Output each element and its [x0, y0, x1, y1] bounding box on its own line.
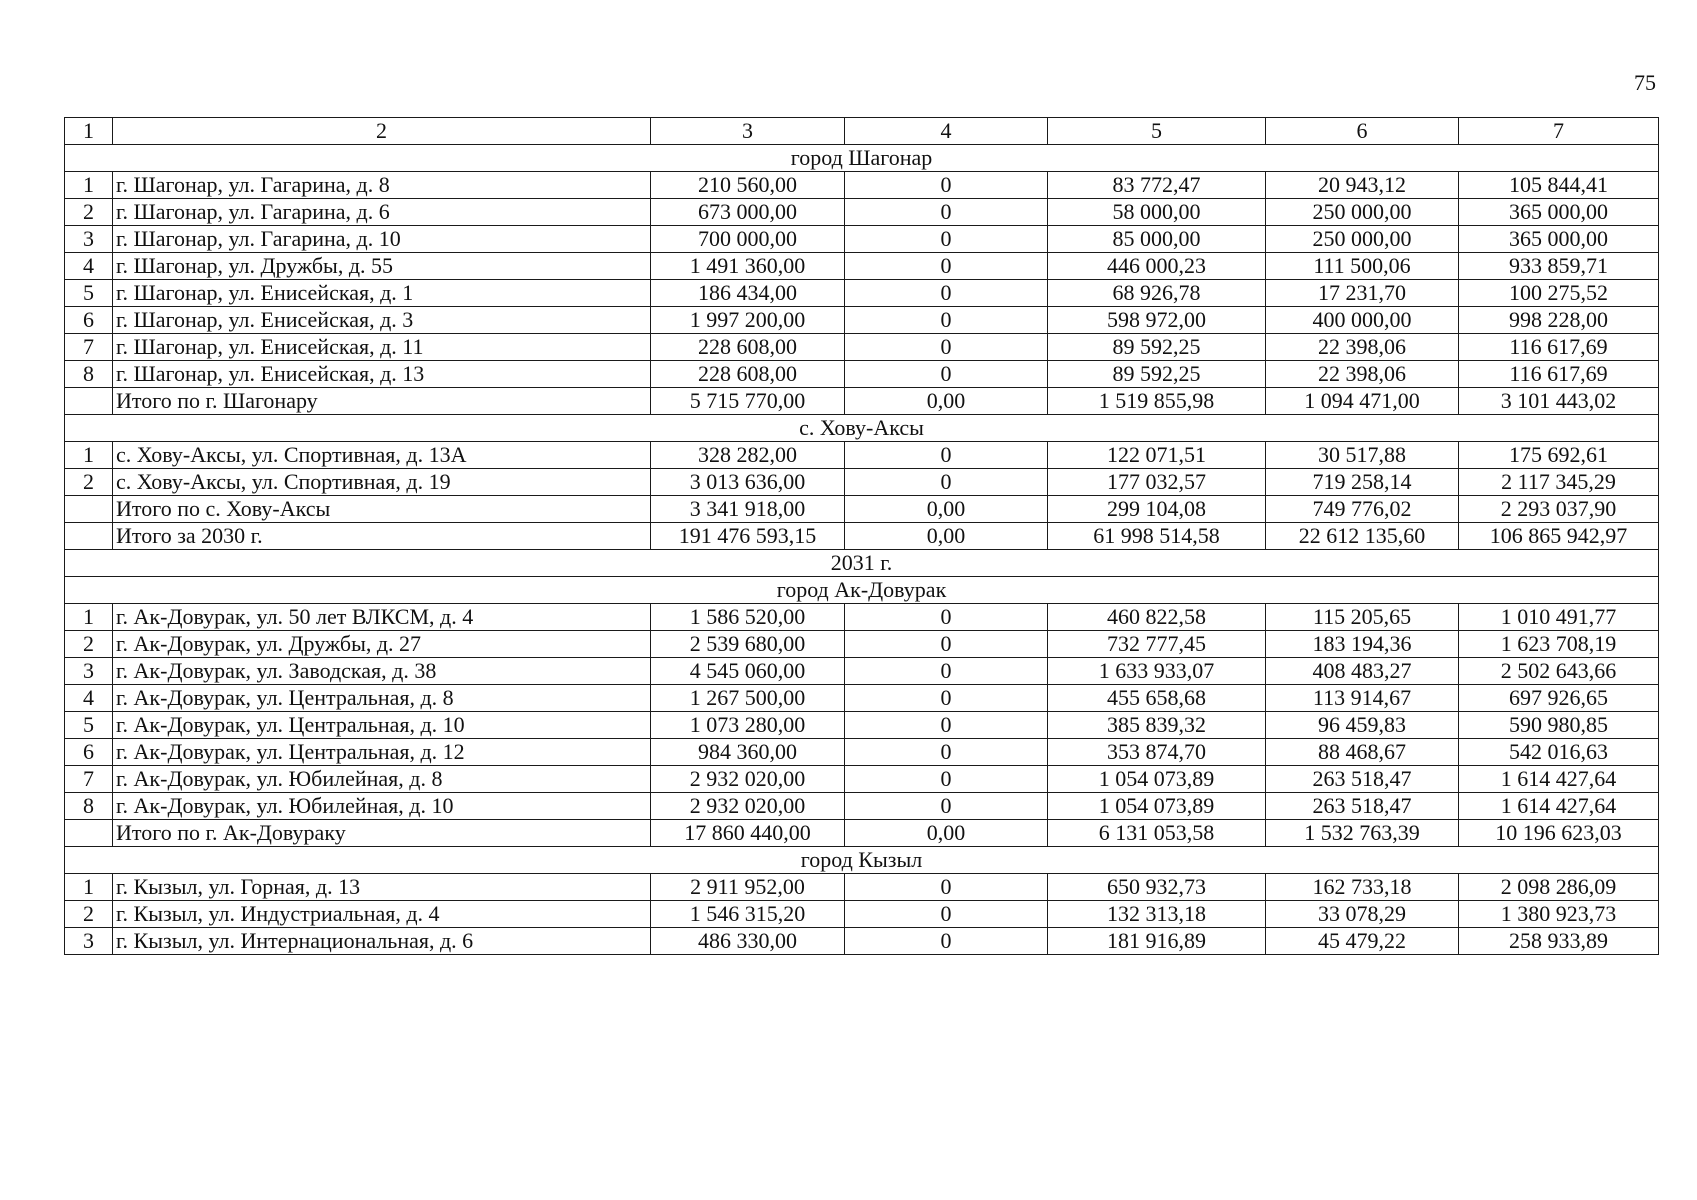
row-value-c3: 673 000,00 [651, 199, 845, 226]
row-value-c6: 45 479,22 [1266, 928, 1459, 955]
total-value-c7: 10 196 623,03 [1459, 820, 1659, 847]
total-value-c3: 191 476 593,15 [651, 523, 845, 550]
row-value-c6: 263 518,47 [1266, 793, 1459, 820]
row-value-c3: 2 932 020,00 [651, 793, 845, 820]
row-value-c6: 162 733,18 [1266, 874, 1459, 901]
table-row [65, 226, 1659, 253]
section-header [65, 847, 1659, 874]
total-value-c3: 17 860 440,00 [651, 820, 845, 847]
row-value-c3: 1 267 500,00 [651, 685, 845, 712]
row-value-c4: 0 [845, 361, 1048, 388]
total-value-c7: 106 865 942,97 [1459, 523, 1659, 550]
row-value-c7: 2 117 345,29 [1459, 469, 1659, 496]
row-value-c6: 96 459,83 [1266, 712, 1459, 739]
total-value-c6: 1 532 763,39 [1266, 820, 1459, 847]
row-value-c7: 365 000,00 [1459, 226, 1659, 253]
row-value-c5: 385 839,32 [1048, 712, 1266, 739]
table-row [65, 874, 1659, 901]
row-number: 3 [65, 928, 113, 955]
table-row [65, 739, 1659, 766]
table-row [65, 658, 1659, 685]
section-header [65, 145, 1659, 172]
table-row [65, 712, 1659, 739]
section-header [65, 577, 1659, 604]
row-value-c6: 22 398,06 [1266, 334, 1459, 361]
row-address: г. Шагонар, ул. Гагарина, д. 10 [113, 226, 651, 253]
row-number: 4 [65, 685, 113, 712]
row-value-c3: 1 546 315,20 [651, 901, 845, 928]
row-value-c3: 186 434,00 [651, 280, 845, 307]
row-value-c3: 2 932 020,00 [651, 766, 845, 793]
total-label: Итого по с. Хову-Аксы [113, 496, 651, 523]
row-number: 2 [65, 469, 113, 496]
row-value-c5: 455 658,68 [1048, 685, 1266, 712]
table-row [65, 172, 1659, 199]
row-value-c4: 0 [845, 901, 1048, 928]
row-number: 1 [65, 874, 113, 901]
section-header [65, 415, 1659, 442]
row-value-c5: 177 032,57 [1048, 469, 1266, 496]
row-value-c4: 0 [845, 739, 1048, 766]
budget-table-wrapper [64, 117, 1658, 955]
total-value-c6: 22 612 135,60 [1266, 523, 1459, 550]
row-value-c4: 0 [845, 172, 1048, 199]
column-header: 5 [1048, 118, 1266, 145]
row-value-c4: 0 [845, 793, 1048, 820]
row-address: г. Ак-Довурак, ул. Дружбы, д. 27 [113, 631, 651, 658]
column-header: 4 [845, 118, 1048, 145]
row-value-c6: 115 205,65 [1266, 604, 1459, 631]
column-header: 1 [65, 118, 113, 145]
row-value-c7: 100 275,52 [1459, 280, 1659, 307]
row-value-c3: 1 073 280,00 [651, 712, 845, 739]
row-number: 1 [65, 172, 113, 199]
row-value-c5: 353 874,70 [1048, 739, 1266, 766]
row-number: 5 [65, 712, 113, 739]
section-header-title: город Шагонар [65, 145, 1659, 172]
row-value-c6: 183 194,36 [1266, 631, 1459, 658]
row-value-c7: 258 933,89 [1459, 928, 1659, 955]
total-value-c6: 749 776,02 [1266, 496, 1459, 523]
row-value-c5: 460 822,58 [1048, 604, 1266, 631]
row-value-c6: 263 518,47 [1266, 766, 1459, 793]
column-number-row [65, 118, 1659, 145]
row-value-c7: 2 098 286,09 [1459, 874, 1659, 901]
year-header-title: 2031 г. [65, 550, 1659, 577]
row-address: г. Ак-Довурак, ул. Центральная, д. 10 [113, 712, 651, 739]
row-address: г. Кызыл, ул. Индустриальная, д. 4 [113, 901, 651, 928]
column-header: 2 [113, 118, 651, 145]
section-header-title: город Ак-Довурак [65, 577, 1659, 604]
total-value-c3: 5 715 770,00 [651, 388, 845, 415]
table-body [65, 118, 1659, 955]
row-address: г. Ак-Довурак, ул. Центральная, д. 12 [113, 739, 651, 766]
row-value-c6: 17 231,70 [1266, 280, 1459, 307]
row-value-c7: 1 614 427,64 [1459, 766, 1659, 793]
row-value-c6: 111 500,06 [1266, 253, 1459, 280]
row-number: 8 [65, 361, 113, 388]
row-value-c3: 700 000,00 [651, 226, 845, 253]
total-label: Итого по г. Ак-Довураку [113, 820, 651, 847]
row-value-c3: 2 911 952,00 [651, 874, 845, 901]
row-value-c7: 105 844,41 [1459, 172, 1659, 199]
row-number: 2 [65, 901, 113, 928]
table-row [65, 199, 1659, 226]
row-value-c5: 1 054 073,89 [1048, 766, 1266, 793]
row-value-c6: 250 000,00 [1266, 199, 1459, 226]
row-value-c3: 486 330,00 [651, 928, 845, 955]
row-value-c5: 89 592,25 [1048, 334, 1266, 361]
row-number: 1 [65, 604, 113, 631]
column-header: 6 [1266, 118, 1459, 145]
table-row [65, 604, 1659, 631]
row-value-c3: 228 608,00 [651, 334, 845, 361]
column-header: 7 [1459, 118, 1659, 145]
row-value-c6: 22 398,06 [1266, 361, 1459, 388]
grand-total-row [65, 523, 1659, 550]
budget-table [64, 117, 1659, 955]
row-value-c7: 1 380 923,73 [1459, 901, 1659, 928]
row-value-c3: 1 491 360,00 [651, 253, 845, 280]
row-value-c5: 650 932,73 [1048, 874, 1266, 901]
total-value-c4: 0,00 [845, 820, 1048, 847]
row-address: г. Шагонар, ул. Гагарина, д. 8 [113, 172, 651, 199]
table-row [65, 253, 1659, 280]
empty-number-cell [65, 388, 113, 415]
column-header: 3 [651, 118, 845, 145]
row-value-c4: 0 [845, 928, 1048, 955]
table-row [65, 361, 1659, 388]
row-address: г. Ак-Довурак, ул. 50 лет ВЛКСМ, д. 4 [113, 604, 651, 631]
row-number: 7 [65, 334, 113, 361]
section-total-row [65, 496, 1659, 523]
row-value-c5: 89 592,25 [1048, 361, 1266, 388]
row-value-c4: 0 [845, 685, 1048, 712]
section-total-row [65, 820, 1659, 847]
row-value-c6: 30 517,88 [1266, 442, 1459, 469]
row-address: г. Ак-Довурак, ул. Центральная, д. 8 [113, 685, 651, 712]
row-number: 6 [65, 739, 113, 766]
row-value-c6: 113 914,67 [1266, 685, 1459, 712]
row-address: г. Кызыл, ул. Горная, д. 13 [113, 874, 651, 901]
row-value-c4: 0 [845, 631, 1048, 658]
row-value-c3: 1 997 200,00 [651, 307, 845, 334]
table-row [65, 442, 1659, 469]
table-row [65, 334, 1659, 361]
row-address: г. Шагонар, ул. Енисейская, д. 3 [113, 307, 651, 334]
row-value-c4: 0 [845, 199, 1048, 226]
row-value-c5: 122 071,51 [1048, 442, 1266, 469]
row-value-c4: 0 [845, 226, 1048, 253]
row-value-c7: 175 692,61 [1459, 442, 1659, 469]
row-value-c5: 58 000,00 [1048, 199, 1266, 226]
row-address: г. Шагонар, ул. Дружбы, д. 55 [113, 253, 651, 280]
row-value-c5: 732 777,45 [1048, 631, 1266, 658]
row-value-c5: 181 916,89 [1048, 928, 1266, 955]
row-address: г. Ак-Довурак, ул. Заводская, д. 38 [113, 658, 651, 685]
row-address: г. Шагонар, ул. Енисейская, д. 1 [113, 280, 651, 307]
row-address: с. Хову-Аксы, ул. Спортивная, д. 13А [113, 442, 651, 469]
year-header [65, 550, 1659, 577]
row-value-c7: 1 623 708,19 [1459, 631, 1659, 658]
row-value-c3: 228 608,00 [651, 361, 845, 388]
total-label: Итого за 2030 г. [113, 523, 651, 550]
total-label: Итого по г. Шагонару [113, 388, 651, 415]
table-row [65, 766, 1659, 793]
section-header-title: с. Хову-Аксы [65, 415, 1659, 442]
row-value-c7: 116 617,69 [1459, 361, 1659, 388]
row-value-c7: 1 010 491,77 [1459, 604, 1659, 631]
total-value-c7: 2 293 037,90 [1459, 496, 1659, 523]
row-value-c3: 984 360,00 [651, 739, 845, 766]
row-value-c7: 2 502 643,66 [1459, 658, 1659, 685]
total-value-c4: 0,00 [845, 523, 1048, 550]
row-number: 5 [65, 280, 113, 307]
table-row [65, 685, 1659, 712]
total-value-c6: 1 094 471,00 [1266, 388, 1459, 415]
row-value-c7: 365 000,00 [1459, 199, 1659, 226]
total-value-c5: 61 998 514,58 [1048, 523, 1266, 550]
section-header-title: город Кызыл [65, 847, 1659, 874]
row-value-c6: 250 000,00 [1266, 226, 1459, 253]
row-address: г. Ак-Довурак, ул. Юбилейная, д. 8 [113, 766, 651, 793]
row-value-c7: 542 016,63 [1459, 739, 1659, 766]
row-value-c5: 1 054 073,89 [1048, 793, 1266, 820]
row-value-c6: 408 483,27 [1266, 658, 1459, 685]
row-value-c3: 1 586 520,00 [651, 604, 845, 631]
row-address: г. Шагонар, ул. Енисейская, д. 11 [113, 334, 651, 361]
row-value-c4: 0 [845, 280, 1048, 307]
row-address: г. Кызыл, ул. Интернациональная, д. 6 [113, 928, 651, 955]
row-value-c5: 85 000,00 [1048, 226, 1266, 253]
row-value-c4: 0 [845, 766, 1048, 793]
row-value-c7: 116 617,69 [1459, 334, 1659, 361]
total-value-c4: 0,00 [845, 496, 1048, 523]
total-value-c5: 6 131 053,58 [1048, 820, 1266, 847]
row-value-c3: 4 545 060,00 [651, 658, 845, 685]
table-row [65, 631, 1659, 658]
table-row [65, 280, 1659, 307]
row-value-c7: 697 926,65 [1459, 685, 1659, 712]
row-number: 6 [65, 307, 113, 334]
row-value-c6: 400 000,00 [1266, 307, 1459, 334]
row-value-c4: 0 [845, 334, 1048, 361]
row-number: 2 [65, 199, 113, 226]
row-value-c5: 598 972,00 [1048, 307, 1266, 334]
row-value-c4: 0 [845, 604, 1048, 631]
total-value-c4: 0,00 [845, 388, 1048, 415]
row-value-c5: 132 313,18 [1048, 901, 1266, 928]
total-value-c3: 3 341 918,00 [651, 496, 845, 523]
row-address: г. Шагонар, ул. Гагарина, д. 6 [113, 199, 651, 226]
row-value-c6: 33 078,29 [1266, 901, 1459, 928]
row-value-c4: 0 [845, 253, 1048, 280]
row-address: г. Шагонар, ул. Енисейская, д. 13 [113, 361, 651, 388]
row-value-c4: 0 [845, 307, 1048, 334]
empty-number-cell [65, 820, 113, 847]
row-value-c5: 1 633 933,07 [1048, 658, 1266, 685]
row-number: 4 [65, 253, 113, 280]
total-value-c7: 3 101 443,02 [1459, 388, 1659, 415]
table-row [65, 469, 1659, 496]
row-address: с. Хову-Аксы, ул. Спортивная, д. 19 [113, 469, 651, 496]
row-value-c7: 590 980,85 [1459, 712, 1659, 739]
table-row [65, 901, 1659, 928]
row-number: 8 [65, 793, 113, 820]
row-value-c7: 1 614 427,64 [1459, 793, 1659, 820]
row-number: 1 [65, 442, 113, 469]
row-value-c6: 719 258,14 [1266, 469, 1459, 496]
row-value-c4: 0 [845, 658, 1048, 685]
total-value-c5: 299 104,08 [1048, 496, 1266, 523]
row-value-c4: 0 [845, 469, 1048, 496]
row-value-c4: 0 [845, 442, 1048, 469]
row-address: г. Ак-Довурак, ул. Юбилейная, д. 10 [113, 793, 651, 820]
row-value-c7: 998 228,00 [1459, 307, 1659, 334]
table-row [65, 793, 1659, 820]
table-row [65, 928, 1659, 955]
row-value-c3: 3 013 636,00 [651, 469, 845, 496]
row-value-c3: 210 560,00 [651, 172, 845, 199]
total-value-c5: 1 519 855,98 [1048, 388, 1266, 415]
page-number: 75 [1634, 70, 1656, 95]
row-value-c6: 88 468,67 [1266, 739, 1459, 766]
row-number: 7 [65, 766, 113, 793]
empty-number-cell [65, 523, 113, 550]
empty-number-cell [65, 496, 113, 523]
row-value-c5: 446 000,23 [1048, 253, 1266, 280]
row-value-c5: 83 772,47 [1048, 172, 1266, 199]
section-total-row [65, 388, 1659, 415]
row-value-c6: 20 943,12 [1266, 172, 1459, 199]
row-value-c5: 68 926,78 [1048, 280, 1266, 307]
table-row [65, 307, 1659, 334]
row-number: 2 [65, 631, 113, 658]
row-number: 3 [65, 226, 113, 253]
row-value-c3: 328 282,00 [651, 442, 845, 469]
row-value-c4: 0 [845, 874, 1048, 901]
row-value-c3: 2 539 680,00 [651, 631, 845, 658]
row-value-c4: 0 [845, 712, 1048, 739]
row-number: 3 [65, 658, 113, 685]
row-value-c7: 933 859,71 [1459, 253, 1659, 280]
